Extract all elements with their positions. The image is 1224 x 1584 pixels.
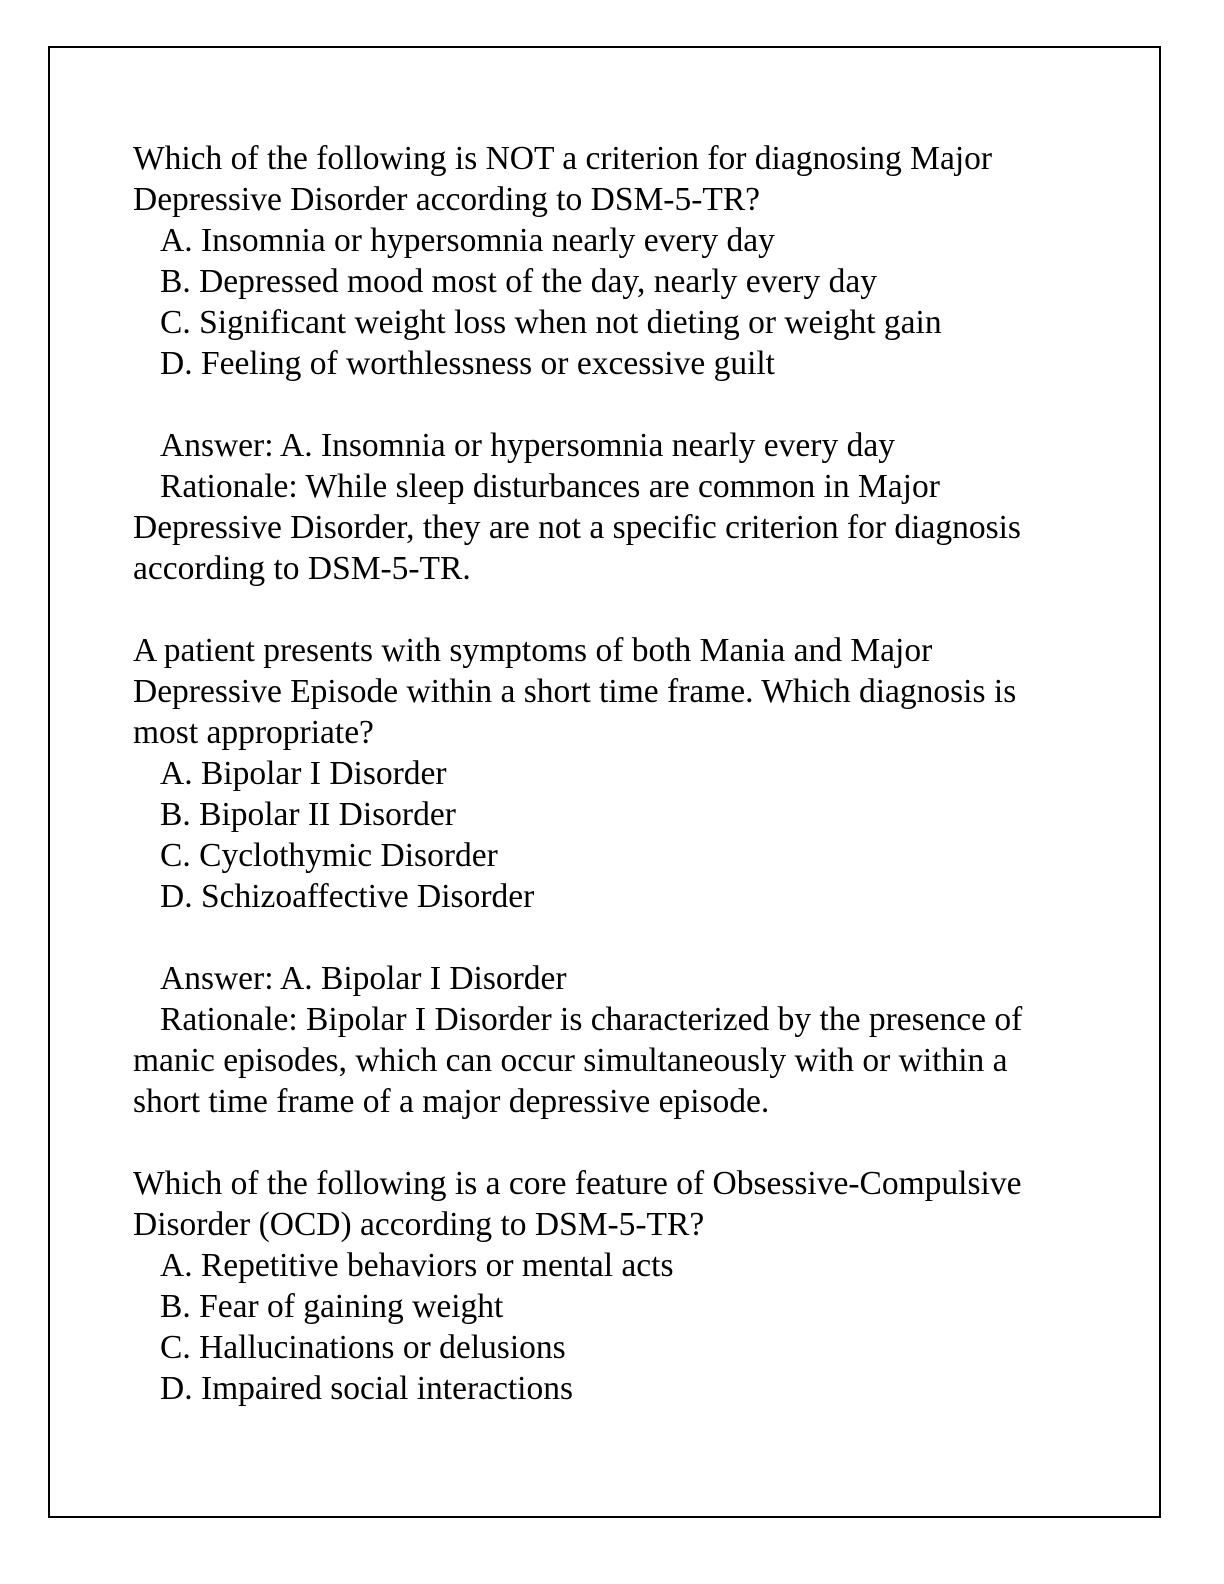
question-2-answer: Answer: A. Bipolar I Disorder <box>160 960 567 997</box>
question-3-stem-line-2: Disorder (OCD) according to DSM-5-TR? <box>133 1206 705 1243</box>
question-block-1 <box>133 138 1093 589</box>
question-2-option-c: C. Cyclothymic Disorder <box>160 837 498 874</box>
spacer <box>133 384 1093 425</box>
question-1-stem-line-2: Depressive Disorder according to DSM-5-TR? <box>133 181 761 218</box>
question-block-2 <box>133 630 1093 1122</box>
question-3-option-b: B. Fear of gaining weight <box>160 1288 504 1325</box>
question-3-option-d: D. Impaired social interactions <box>160 1370 574 1407</box>
question-3-option-c: C. Hallucinations or delusions <box>160 1329 566 1366</box>
question-2-stem-line-2: Depressive Episode within a short time frame. Which diagnosis is <box>133 673 1017 710</box>
spacer <box>133 917 1093 958</box>
spacer <box>133 589 1093 630</box>
question-2-option-a: A. Bipolar I Disorder <box>160 755 447 792</box>
question-1-option-a: A. Insomnia or hypersomnia nearly every day <box>160 222 775 259</box>
question-2-rationale-line-2: manic episodes, which can occur simultaneously with or within a <box>133 1042 1008 1079</box>
question-2-option-b: B. Bipolar II Disorder <box>160 796 456 833</box>
question-1-option-b: B. Depressed mood most of the day, nearly every day <box>160 263 877 300</box>
question-3-option-a: A. Repetitive behaviors or mental acts <box>160 1247 674 1284</box>
question-2-option-d: D. Schizoaffective Disorder <box>160 878 535 915</box>
question-2-rationale-line-1: Rationale: Bipolar I Disorder is characterized by the presence of <box>160 1001 1023 1038</box>
question-3-stem-line-1: Which of the following is a core feature of Obsessive-Compulsive <box>133 1165 1022 1202</box>
question-1-rationale-line-3: according to DSM-5-TR. <box>133 550 471 587</box>
question-1-answer: Answer: A. Insomnia or hypersomnia nearly every day <box>160 427 895 464</box>
question-1-rationale-line-1: Rationale: While sleep disturbances are common in Major <box>160 468 940 505</box>
question-1-option-d: D. Feeling of worthlessness or excessive guilt <box>160 345 775 382</box>
question-1-stem-line-1: Which of the following is NOT a criterion for diagnosing Major <box>133 140 993 177</box>
question-2-stem-line-1: A patient presents with symptoms of both Mania and Major <box>133 632 933 669</box>
question-1-option-c: C. Significant weight loss when not dieting or weight gain <box>160 304 942 341</box>
spacer <box>133 1122 1093 1163</box>
question-2-stem-line-3: most appropriate? <box>133 714 374 751</box>
document-body <box>133 138 1093 1409</box>
question-block-3 <box>133 1163 1093 1409</box>
question-2-rationale-line-3: short time frame of a major depressive episode. <box>133 1083 770 1120</box>
question-1-rationale-line-2: Depressive Disorder, they are not a specific criterion for diagnosis <box>133 509 1021 546</box>
